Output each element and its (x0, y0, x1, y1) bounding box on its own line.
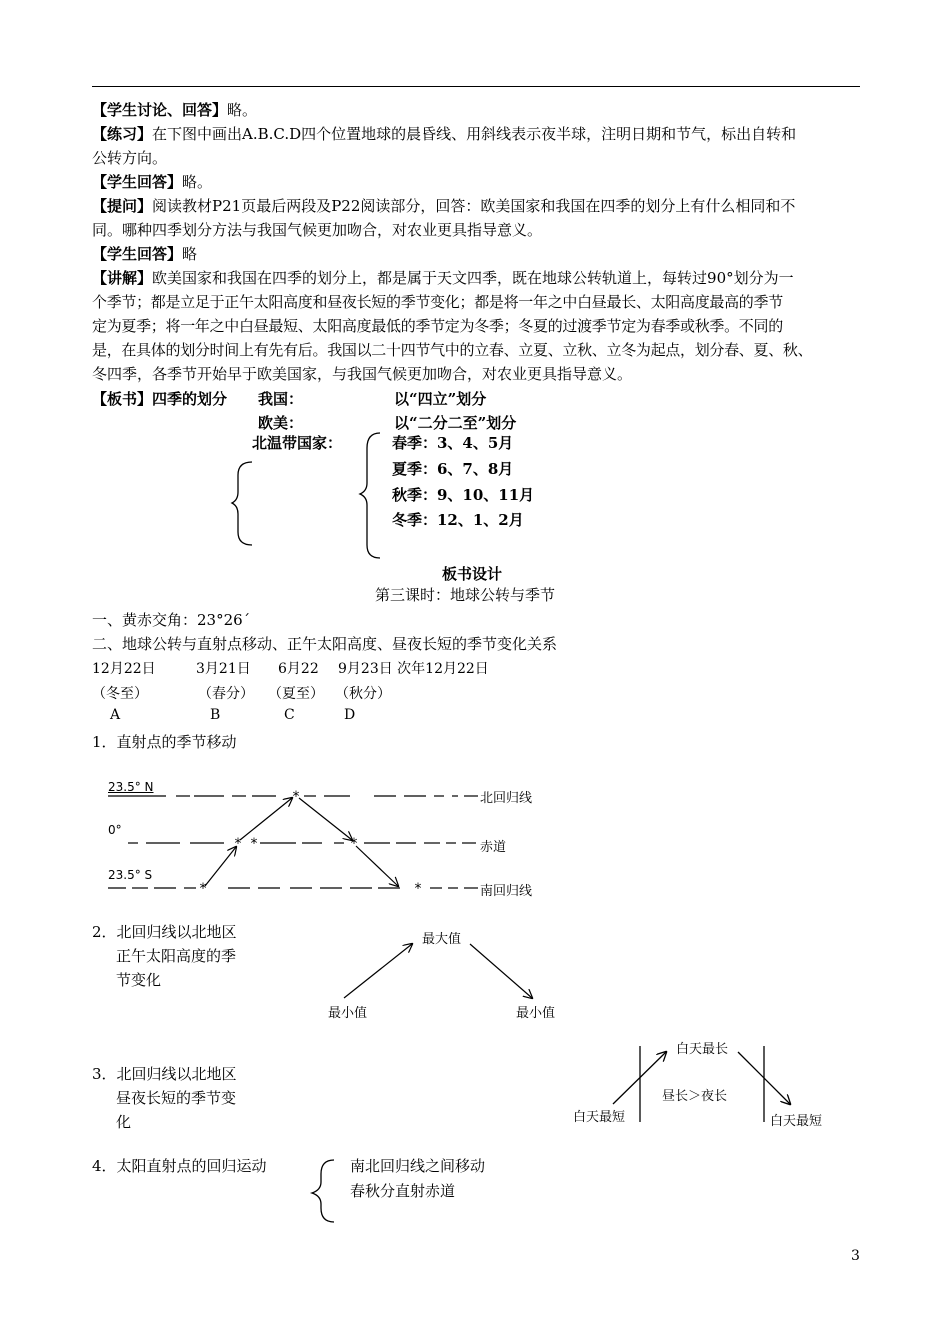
china-label: 我国： (258, 390, 304, 408)
paragraph-tag: 【学生回答】 (92, 173, 183, 191)
paragraph-text: 定为夏季；将一年之中白昼最短、太阳高度最低的季节定为冬季；冬夏的过渡季节定为春季或秋季。不同的 (92, 317, 783, 335)
sec2-line: 正午太阳高度的季 (116, 947, 237, 965)
date-a: 12月22日 (92, 661, 156, 677)
board-title: 四季的划分 (152, 390, 228, 408)
board-tag-text: 【板书】 (92, 390, 153, 408)
west-label: 欧美： (258, 414, 304, 432)
paragraph-text: 是，在具体的划分时间上有先有后。我国以二十四节气中的立春、立夏、立秋、立冬为起点，划分春、夏、秋、 (92, 341, 813, 359)
north-label: 北温带国家： (252, 434, 343, 452)
paragraph-text: 略。 (227, 101, 258, 119)
paragraph-text: 个季节；都是立足于正午太阳高度和昼夜长短的季节变化；都是将一年之中白昼最长、太阳高度最高的季节 (92, 293, 783, 311)
paragraph-text: 欧美国家和我国在四季的划分上，都是属于天文四季，既在地球公转轨道上，每转过90°划分为一 (152, 269, 794, 287)
sec1-n-lat: 23.5° N (108, 780, 154, 794)
sec4-item-2: 春秋分直射赤道 (350, 1182, 456, 1200)
paragraph-text: 同。哪种四季划分方法与我国气候更加吻合，对农业更具指导意义。 (92, 221, 543, 239)
paragraph-text: 冬四季，各季节开始早于欧美国家，与我国气候更加吻合，对农业更具指导意义。 (92, 365, 633, 383)
paragraph-text: 公转方向。 (92, 149, 168, 167)
brace-sec4 (312, 1160, 334, 1222)
term-d: （秋分） (335, 686, 391, 702)
brace-right (360, 433, 380, 558)
sec3-line: 3．北回归线以北地区 (92, 1065, 237, 1083)
sec1-tropic-n: 北回归线 (480, 791, 533, 806)
sec2-min-left: 最小值 (328, 1006, 368, 1021)
star-marker: * (414, 881, 422, 897)
sec3-middle: 昼长＞夜长 (662, 1089, 728, 1104)
date-d: 9月23日 次年12月22日 (338, 661, 489, 677)
season-autumn: 秋季：9、10、11月 (392, 486, 535, 504)
paragraph-tag: 【学生回答】 (92, 245, 183, 263)
sec3-top: 白天最长 (676, 1042, 729, 1057)
sec2-max: 最大值 (422, 932, 462, 947)
sec2-min-right: 最小值 (516, 1006, 556, 1021)
sec1-s-lat: 23.5° S (108, 868, 153, 882)
design-item-2: 二、地球公转与直射点移动、正午太阳高度、昼夜长短的季节变化关系 (92, 635, 558, 653)
day-length-diagram (613, 1046, 790, 1122)
star-marker: * (199, 881, 207, 897)
paragraph-text: 略。 (182, 173, 213, 191)
sec1-title: 1．直射点的季节移动 (92, 733, 237, 751)
season-summer: 夏季：6、7、8月 (392, 460, 514, 478)
paragraph-tag: 【讲解】 (92, 269, 153, 287)
letter-a: A (110, 707, 121, 723)
paragraph-tag: 【练习】 (92, 125, 153, 143)
sec3-right: 白天最短 (770, 1114, 823, 1129)
term-a: （冬至） (92, 686, 148, 702)
star-marker: * (250, 836, 258, 852)
paragraph-tag: 【提问】 (92, 197, 153, 215)
china-value: 以“四立”划分 (394, 390, 487, 408)
sec3-left: 白天最短 (573, 1110, 626, 1125)
sec1-equator: 赤道 (480, 840, 507, 855)
letter-c: C (284, 707, 295, 723)
paragraph-tag: 【学生讨论、回答】 (92, 101, 228, 119)
letter-d: D (344, 707, 356, 723)
paragraph-text: 略 (182, 245, 198, 263)
star-marker: * (292, 789, 300, 805)
sec4-item-1: 南北回归线之间移动 (350, 1157, 486, 1175)
sun-height-arrows (344, 944, 532, 998)
term-c: （夏至） (268, 686, 324, 702)
brace-left (232, 462, 252, 545)
paragraph-text: 阅读教材P21页最后两段及P22阅读部分，回答：欧美国家和我国在四季的划分上有什么相同和不 (152, 197, 796, 215)
letter-b: B (210, 707, 221, 723)
date-c: 6月22 (278, 661, 319, 677)
sec1-tropic-s: 南回归线 (480, 884, 533, 899)
season-winter: 冬季：12、1、2月 (392, 511, 524, 529)
west-value: 以“二分二至”划分 (394, 414, 517, 432)
sec3-line: 化 (116, 1113, 132, 1131)
date-b: 3月21日 (196, 661, 251, 677)
sec1-eq: 0° (108, 823, 122, 837)
design-item-1: 一、黄赤交角：23°26´ (92, 611, 251, 629)
season-spring: 春季：3、4、5月 (392, 434, 514, 452)
sec2-line: 节变化 (116, 971, 162, 989)
star-marker: * (234, 836, 242, 852)
term-b: （春分） (198, 686, 254, 702)
paragraph-text: 在下图中画出A.B.C.D四个位置地球的晨昏线、用斜线表示夜半球，注明日期和节气，标出自转和 (152, 125, 797, 143)
sec2-line: 2．北回归线以北地区 (92, 923, 237, 941)
page-number: 3 (851, 1248, 860, 1264)
star-marker: * (350, 836, 358, 852)
sec4-title: 4．太阳直射点的回归运动 (92, 1157, 267, 1175)
design-heading: 板书设计 (442, 565, 503, 583)
design-subtitle: 第三课时：地球公转与季节 (375, 586, 556, 604)
sec3-line: 昼夜长短的季节变 (116, 1089, 237, 1107)
